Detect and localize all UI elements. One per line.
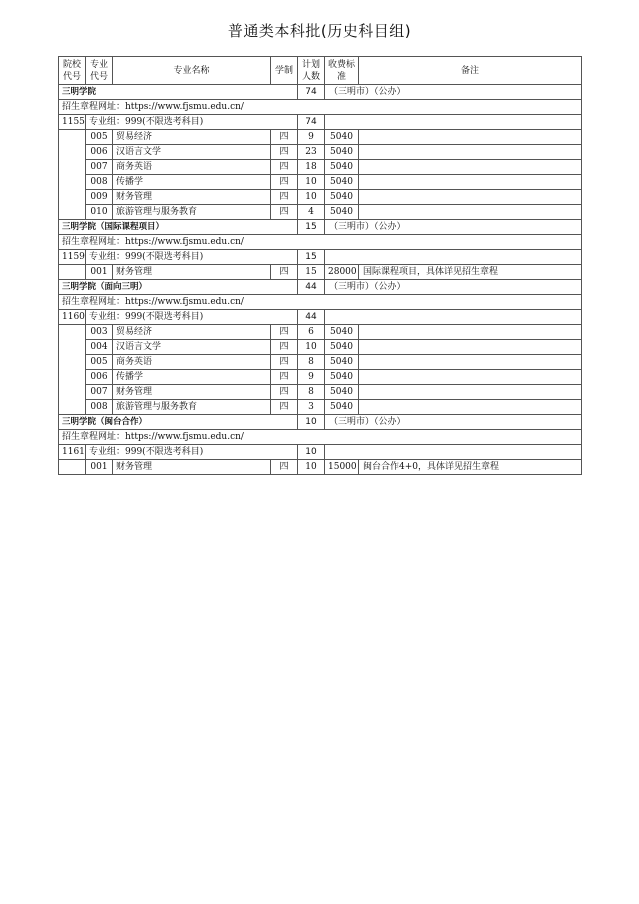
institution-row [59,280,582,295]
major-duration: 四 [271,190,298,205]
major-duration: 四 [271,265,298,280]
major-code: 004 [86,340,113,355]
institution-name: 三明学院 [59,85,298,100]
header-note: 备注 [359,57,582,85]
major-note [359,355,582,370]
major-name: 商务英语 [113,160,271,175]
institution-name: 三明学院（闽台合作） [59,415,298,430]
major-plan: 9 [298,130,325,145]
major-name: 传播学 [113,370,271,385]
major-row [59,340,582,355]
major-fee: 5040 [325,130,359,145]
institution-plan: 15 [298,220,325,235]
major-row [59,325,582,340]
blank-cell [59,265,86,280]
group-note [325,310,582,325]
major-plan: 23 [298,145,325,160]
blank-cell [59,325,86,415]
website-row [59,295,582,310]
major-code: 007 [86,385,113,400]
table-body [59,85,582,475]
website-row [59,100,582,115]
major-note: 国际课程项目，具体详见招生章程 [359,265,582,280]
major-name: 财务管理 [113,385,271,400]
major-code: 006 [86,145,113,160]
major-fee: 5040 [325,370,359,385]
major-plan: 10 [298,190,325,205]
major-code: 007 [86,160,113,175]
website-link[interactable]: 招生章程网址：https://www.fjsmu.edu.cn/ [59,295,582,310]
institution-note: （三明市）（公办） [325,280,582,295]
table-header-row [59,57,582,85]
header-duration: 学制 [271,57,298,85]
major-fee: 15000 [325,460,359,475]
group-plan: 10 [298,445,325,460]
major-code: 005 [86,355,113,370]
website-link[interactable]: 招生章程网址：https://www.fjsmu.edu.cn/ [59,235,582,250]
major-row [59,400,582,415]
group-label: 专业组：999(不限选考科目) [86,250,298,265]
page-title: 普通类本科批(历史科目组) [227,22,412,40]
major-plan: 6 [298,325,325,340]
major-duration: 四 [271,175,298,190]
major-row [59,385,582,400]
major-plan: 18 [298,160,325,175]
major-name: 旅游管理与服务教育 [113,205,271,220]
major-duration: 四 [271,340,298,355]
group-plan: 44 [298,310,325,325]
institution-name: 三明学院（面向三明） [59,280,298,295]
header-major-code: 专业代号 [86,57,113,85]
group-plan: 15 [298,250,325,265]
group-note [325,115,582,130]
major-name: 财务管理 [113,265,271,280]
major-duration: 四 [271,205,298,220]
major-fee: 5040 [325,190,359,205]
major-note [359,190,582,205]
major-fee: 5040 [325,355,359,370]
major-plan: 9 [298,370,325,385]
group-row [59,310,582,325]
header-fee: 收费标准 [325,57,359,85]
major-note: 闽台合作4+0，具体详见招生章程 [359,460,582,475]
major-fee: 5040 [325,340,359,355]
major-duration: 四 [271,385,298,400]
major-name: 财务管理 [113,460,271,475]
major-fee: 5040 [325,160,359,175]
major-row [59,145,582,160]
major-row [59,355,582,370]
major-plan: 8 [298,355,325,370]
major-note [359,400,582,415]
major-name: 汉语言文学 [113,145,271,160]
admissions-table [58,56,582,475]
group-row [59,445,582,460]
major-name: 传播学 [113,175,271,190]
major-row [59,265,582,280]
major-duration: 四 [271,130,298,145]
major-row [59,205,582,220]
major-duration: 四 [271,400,298,415]
major-name: 财务管理 [113,190,271,205]
major-code: 001 [86,265,113,280]
major-row [59,160,582,175]
major-duration: 四 [271,460,298,475]
blank-cell [59,460,86,475]
header-major-name: 专业名称 [113,57,271,85]
major-plan: 10 [298,175,325,190]
institution-row [59,415,582,430]
institution-row [59,85,582,100]
major-fee: 5040 [325,205,359,220]
major-fee: 5040 [325,325,359,340]
group-row [59,250,582,265]
major-code: 001 [86,460,113,475]
major-duration: 四 [271,325,298,340]
website-row [59,430,582,445]
major-plan: 3 [298,400,325,415]
major-fee: 5040 [325,385,359,400]
group-row [59,115,582,130]
major-code: 008 [86,400,113,415]
major-name: 贸易经济 [113,130,271,145]
major-code: 003 [86,325,113,340]
major-duration: 四 [271,145,298,160]
major-row [59,175,582,190]
major-note [359,145,582,160]
major-name: 旅游管理与服务教育 [113,400,271,415]
school-code: 1161 [59,445,86,460]
institution-plan: 10 [298,415,325,430]
major-plan: 10 [298,340,325,355]
major-plan: 8 [298,385,325,400]
school-code: 1159 [59,250,86,265]
institution-note: （三明市）（公办） [325,85,582,100]
group-label: 专业组：999(不限选考科目) [86,310,298,325]
major-duration: 四 [271,355,298,370]
major-note [359,205,582,220]
major-fee: 28000 [325,265,359,280]
header-plan: 计划人数 [298,57,325,85]
major-code: 006 [86,370,113,385]
major-row [59,190,582,205]
blank-cell [59,130,86,220]
major-note [359,160,582,175]
major-plan: 4 [298,205,325,220]
major-name: 商务英语 [113,355,271,370]
group-label: 专业组：999(不限选考科目) [86,445,298,460]
major-fee: 5040 [325,145,359,160]
group-label: 专业组：999(不限选考科目) [86,115,298,130]
major-duration: 四 [271,160,298,175]
major-code: 009 [86,190,113,205]
website-link[interactable]: 招生章程网址：https://www.fjsmu.edu.cn/ [59,430,582,445]
major-note [359,130,582,145]
website-link[interactable]: 招生章程网址：https://www.fjsmu.edu.cn/ [59,100,582,115]
major-row [59,370,582,385]
major-note [359,385,582,400]
major-plan: 15 [298,265,325,280]
major-code: 010 [86,205,113,220]
major-note [359,175,582,190]
institution-row [59,220,582,235]
major-code: 008 [86,175,113,190]
group-note [325,250,582,265]
header-school-code: 院校代号 [59,57,86,85]
group-note [325,445,582,460]
major-plan: 10 [298,460,325,475]
major-row [59,130,582,145]
major-note [359,325,582,340]
major-row [59,460,582,475]
institution-note: （三明市）（公办） [325,415,582,430]
major-name: 贸易经济 [113,325,271,340]
major-note [359,340,582,355]
major-fee: 5040 [325,175,359,190]
website-row [59,235,582,250]
group-plan: 74 [298,115,325,130]
major-fee: 5040 [325,400,359,415]
major-code: 005 [86,130,113,145]
major-duration: 四 [271,370,298,385]
major-note [359,370,582,385]
school-code: 1155 [59,115,86,130]
major-name: 汉语言文学 [113,340,271,355]
institution-plan: 74 [298,85,325,100]
institution-name: 三明学院（国际课程项目） [59,220,298,235]
institution-plan: 44 [298,280,325,295]
institution-note: （三明市）（公办） [325,220,582,235]
school-code: 1160 [59,310,86,325]
